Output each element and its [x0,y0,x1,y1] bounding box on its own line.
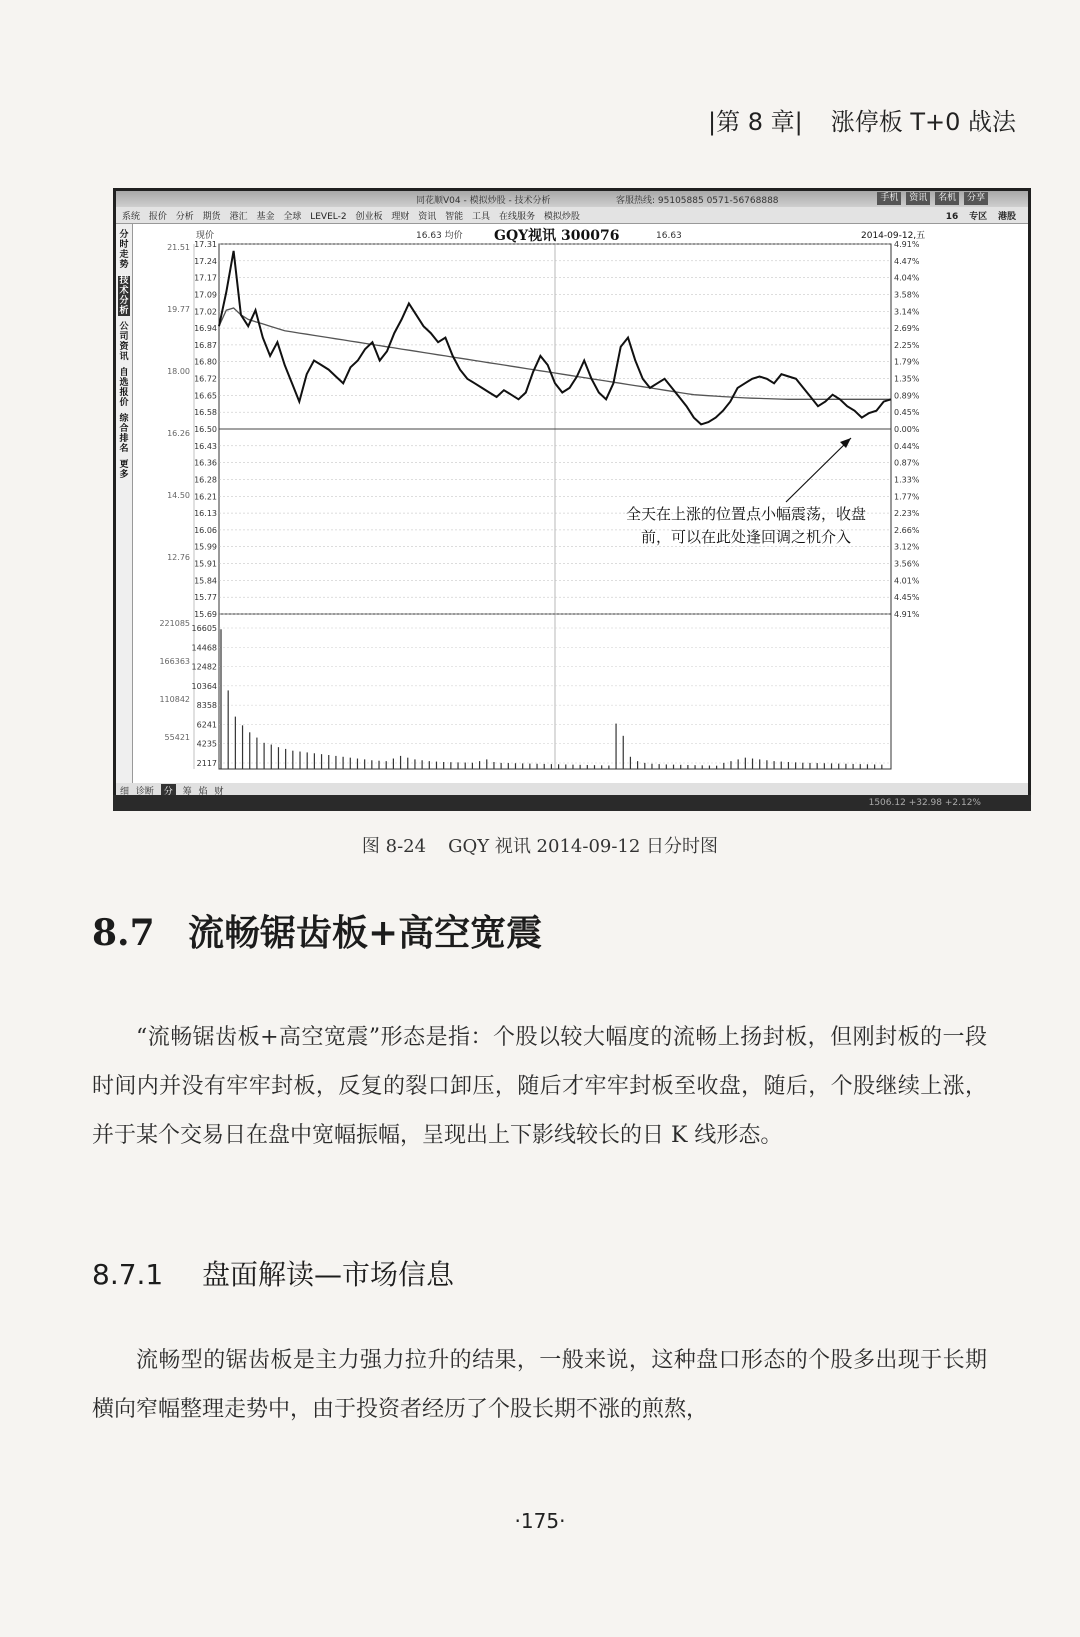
paragraph-1 [92,1013,987,1160]
chart-date: 2014-09-12,五 [861,231,926,241]
left-tab[interactable]: 自选报价 [119,368,129,408]
menu-item[interactable]: 期货 [202,212,221,222]
menu-item[interactable]: 理财 [391,212,410,222]
menu-item[interactable]: 港汇 [229,212,248,222]
left-volume-label: 166363 [159,657,190,666]
price-tick-label: 15.91 [194,559,217,569]
menu-item[interactable]: 创业板 [355,212,383,222]
price-tick-label: 16.50 [194,425,217,434]
menu-right [938,209,1016,222]
subsection-title: 盘面解读—市场信息 [202,1258,455,1291]
price-tick-label: 16.13 [194,509,217,519]
left-volume-label: 110842 [159,695,190,704]
index-readout: 1506.12 +32.98 +2.12% [868,798,981,808]
left-scale-label: 14.50 [167,491,190,500]
chart-annotation: 全天在上涨的位置点小幅震荡，收盘前，可以在此处逢回调之机介入 [625,505,866,546]
price-tick-label: 17.02 [194,307,217,317]
price-tick-label: 16.43 [194,441,217,451]
caption-label: 图 8-24 [361,836,427,857]
bottom-tab-active[interactable]: 分 [161,784,176,795]
pct-tick-label: 3.12% [894,542,920,552]
hotline: 客服热线: 95105885 0571-56768888 [616,196,779,206]
price-tick-label: 16.06 [194,525,217,535]
paragraph-2 [92,1336,987,1434]
left-scale-label: 16.26 [167,429,190,438]
price-tick-label: 17.17 [194,273,217,283]
volume-tick-label: 10364 [191,681,217,691]
menu-item[interactable]: 基金 [256,212,275,222]
menu-item[interactable]: 在线服务 [498,212,535,222]
pct-tick-label: 3.14% [894,307,920,317]
trading-software-screenshot [116,191,1028,795]
price-tick-label: 17.09 [194,290,217,300]
pct-tick-label: 2.25% [894,340,920,350]
price-tick-label: 17.31 [194,240,217,249]
price-tick-label: 16.36 [194,458,217,468]
price-tick-label: 15.69 [194,610,217,619]
left-scale-label: 12.76 [167,553,190,562]
price-tick-label: 17.24 [194,256,217,266]
left-tab[interactable]: 公司资讯 [119,322,129,362]
menu-right-item[interactable]: 专区 [969,212,988,222]
pct-tick-label: 4.45% [894,593,920,603]
menu-item[interactable]: 报价 [148,212,167,222]
left-scale-label: 18.00 [167,367,190,376]
pct-tick-label: 2.69% [894,324,920,334]
price-tick-label: 16.28 [194,475,217,485]
price-tick-label: 15.77 [194,593,217,603]
price-tick-label: 15.99 [194,542,217,552]
figure-8-24 [113,188,1031,811]
bottom-tab[interactable]: 细 [120,787,130,795]
title-buttons [875,192,988,205]
chart-header-left: 现价 [196,231,215,241]
pct-tick-label: 0.87% [894,458,920,468]
figure-caption [0,832,1080,858]
pct-tick-label: 4.47% [894,256,920,266]
paragraph-text: 流畅型的锯齿板是主力强力拉升的结果，一般来说，这种盘口形态的个股多出现于长期横向窄幅整理走势中，由于投资者经历了个股长期不涨的煎熬， [92,1348,987,1422]
bottom-tab[interactable]: 财 [214,787,224,795]
chapter-title: 涨停板 T+0 战法 [830,108,1016,136]
paragraph-text: “流畅锯齿板+高空宽震”形态是指：个股以较大幅度的流畅上扬封板，但刚封板的一段时间内并没有牢牢封板，反复的裂口卸压，随后才牢牢封板至收盘，随后，个股继续上涨，并于某个交易日在盘中宽幅振幅，呈现出上下影线较长的日 K 线形态。 [92,1025,987,1148]
menu-item[interactable]: LEVEL-2 [310,212,347,222]
pct-tick-label: 3.58% [894,290,920,300]
pct-tick-label: 1.33% [894,475,920,485]
pct-tick-label: 1.79% [894,357,920,367]
menu-item[interactable]: 模拟炒股 [543,212,580,222]
chart-header-price: 16.63 [656,231,682,241]
bottom-tab[interactable]: 焰 [198,787,208,795]
volume-tick-label: 12482 [191,662,217,672]
menu-bar [116,207,1028,224]
price-tick-label: 16.65 [194,391,217,401]
caption-text: GQY 视讯 2014-09-12 日分时图 [448,836,719,857]
price-tick-label: 15.84 [194,576,217,586]
volume-tick-label: 6241 [196,720,217,730]
intraday-chart [116,224,1028,784]
annotation-arrow [786,438,851,502]
left-volume-label: 55421 [164,733,190,742]
price-tick-label: 16.72 [194,374,217,384]
pct-tick-label: 0.45% [894,408,920,418]
menu-right-item[interactable]: 16 [945,212,959,222]
pct-tick-label: 0.44% [894,441,920,451]
bottom-tab[interactable]: 筹 [182,787,192,795]
price-tick-label: 16.58 [194,408,217,418]
menu-item[interactable]: 全球 [283,212,302,222]
volume-tick-label: 14468 [191,643,217,653]
pct-tick-label: 4.91% [894,610,920,619]
left-scale-label: 21.51 [167,243,190,252]
menu-item[interactable]: 资讯 [418,212,437,222]
pct-tick-label: 3.56% [894,559,920,569]
left-tab[interactable]: 技术分析 [119,276,129,316]
pct-tick-label: 1.77% [894,492,920,502]
window-titlebar [116,191,1028,207]
menu-item[interactable]: 分析 [175,212,194,222]
app-title: 同花顺V04 - 模拟炒股 - 技术分析 [416,196,551,206]
pct-tick-label: 0.00% [894,425,920,434]
chart-header-avg: 16.63 均价 [416,231,463,241]
title-button-machine[interactable]: 名机 [935,192,959,205]
title-button-mobile[interactable]: 手机 [877,192,901,205]
menu-right-item[interactable]: 港股 [997,212,1016,222]
section-number: 8.7 [92,912,155,954]
pct-tick-label: 2.23% [894,509,920,519]
bottom-tab[interactable]: 诊断 [135,787,154,795]
status-bar [113,795,1031,811]
section-title: 流畅锯齿板+高空宽震 [188,912,543,954]
page-number: ·175· [514,1509,566,1533]
chapter-label: |第 8 章| [708,108,803,136]
price-tick-label: 16.87 [194,340,217,350]
pct-tick-label: 4.04% [894,273,920,283]
pct-tick-label: 4.91% [894,240,920,249]
volume-tick-label: 4235 [196,739,217,749]
price-tick-label: 16.80 [194,357,217,367]
running-head [708,102,1016,137]
bottom-tabs [116,783,1028,795]
title-button-news[interactable]: 资讯 [906,192,930,205]
pct-tick-label: 1.35% [894,374,920,384]
left-tab[interactable]: 综合排名 [119,414,129,454]
pct-tick-label: 0.89% [894,391,920,401]
left-tab[interactable]: 分时走势 [119,230,129,270]
volume-tick-label: 16605 [191,624,217,633]
volume-tick-label: 2117 [196,759,217,768]
pct-tick-label: 4.01% [894,576,920,586]
pct-tick-label: 2.66% [894,525,920,535]
volume-tick-label: 8358 [196,701,217,711]
chart-title: GQY视讯 300076 [494,228,620,244]
left-scale-label: 19.77 [167,305,190,314]
subsection-heading [92,1253,454,1293]
subsection-number: 8.7.1 [92,1258,164,1291]
menu-item[interactable]: 系统 [122,212,141,222]
section-heading [92,905,542,956]
price-tick-label: 16.94 [194,324,217,334]
menu-item[interactable]: 智能 [445,212,464,222]
menu-item[interactable]: 工具 [472,212,491,222]
left-volume-label: 221085 [159,619,190,628]
price-tick-label: 16.21 [194,492,217,502]
left-tab[interactable]: 更多 [119,460,129,480]
title-button-share[interactable]: 分享 [964,192,988,205]
